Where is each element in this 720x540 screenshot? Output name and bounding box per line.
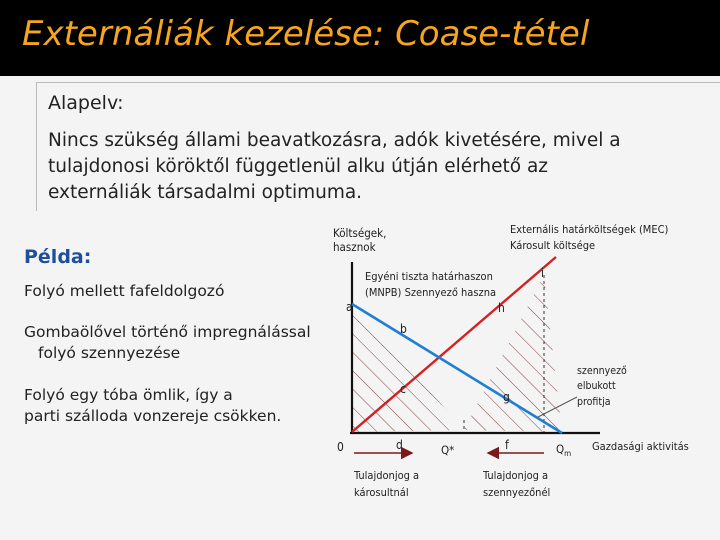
- x-axis-label: Gazdasági aktivitás: [592, 440, 689, 453]
- polluter-rights-label-2: szennyezőnél: [483, 486, 551, 499]
- principle-heading: Alapelv:: [48, 92, 124, 114]
- lost-profit-label-2: elbukott: [577, 380, 616, 392]
- lost-profit-label-1: szennyező: [577, 365, 627, 377]
- point-g-label: g: [503, 390, 510, 404]
- point-f-label: f: [505, 438, 509, 452]
- victim-rights-label-2: károsultnál: [354, 486, 409, 499]
- mec-label-1: Externális határköltségek (MEC): [510, 223, 669, 236]
- point-h-label: h: [498, 301, 505, 315]
- victim-rights-label-1: Tulajdonjog a: [354, 469, 420, 482]
- principle-line-1: Nincs szükség állami beavatkozásra, adók kivetésére, mivel a: [48, 130, 621, 151]
- example-item-2-line-2: folyó szennyezése: [38, 344, 181, 362]
- q-m-label: $Q_m$: [556, 442, 572, 458]
- example-item-2-line-1: Gombaölővel történő impregnálással: [24, 323, 311, 341]
- principle-line-3: externáliák társadalmi optimuma.: [48, 182, 363, 203]
- point-a-label: a: [346, 300, 353, 314]
- hatched-area-left: [352, 302, 464, 432]
- slide-title: Externáliák kezelése: Coase-tétel: [22, 14, 590, 54]
- mnpb-label-2: (MNPB) Szennyező haszna: [365, 286, 497, 299]
- mnpb-label-1: Egyéni tiszta határhaszon: [365, 270, 493, 283]
- origin-label: 0: [337, 440, 344, 454]
- example-heading: Példa:: [24, 246, 92, 268]
- q-star-label: Q*: [441, 443, 455, 457]
- point-i-label: i: [541, 266, 544, 280]
- lost-profit-label-3: profitja: [577, 396, 611, 408]
- point-c-label: c: [400, 382, 406, 396]
- example-item-3-line-2: parti szálloda vonzereje csökken.: [24, 407, 282, 425]
- point-d-label: d: [396, 438, 403, 452]
- point-b-label: b: [400, 322, 407, 336]
- example-item-3-line-1: Folyó egy tóba ömlik, így a: [24, 386, 233, 404]
- y-axis-label-1: Költségek,: [333, 226, 387, 240]
- principle-line-2: tulajdonosi köröktől függetlenül alku útján elérhető az: [48, 156, 548, 177]
- example-item-1-text: Folyó mellett fafeldolgozó: [24, 282, 225, 300]
- polluter-rights-label-1: Tulajdonjog a: [483, 469, 549, 482]
- y-axis-label-2: hasznok: [333, 240, 376, 254]
- mec-label-2: Károsult költsége: [510, 239, 596, 252]
